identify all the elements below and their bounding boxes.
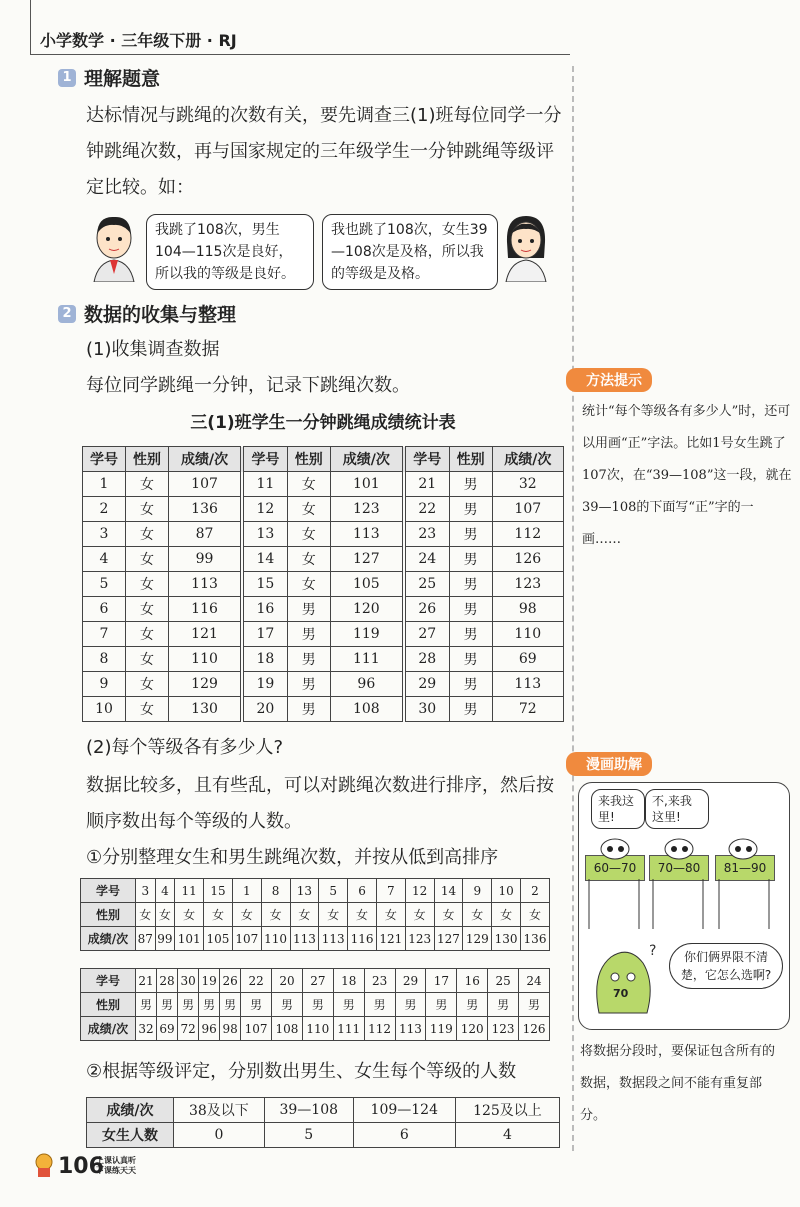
- table-cell: 126: [492, 547, 563, 572]
- table-cell: 14: [434, 879, 463, 903]
- table-cell: 21: [404, 472, 449, 497]
- table-cell: 女: [287, 572, 330, 597]
- table-row: [81, 903, 550, 927]
- table-cell: 女: [521, 903, 550, 927]
- table-cell: 105: [330, 572, 404, 597]
- table-cell: 19: [242, 672, 287, 697]
- table-row: [81, 927, 550, 951]
- table-cell: 女: [405, 903, 434, 927]
- table-cell: 女: [287, 472, 330, 497]
- table-cell: 8: [261, 879, 290, 903]
- table-cell: 6: [348, 879, 377, 903]
- sub-step-2: ②根据等级评定，分别数出男生、女生每个等级的人数: [86, 1061, 517, 1082]
- table-cell: 女: [287, 497, 330, 522]
- sub-step-1: ①分别整理女生和男生跳绳次数，并按从低到高排序: [86, 847, 499, 868]
- table-cell: 99: [155, 927, 175, 951]
- table-cell: 男: [519, 993, 550, 1017]
- table-cell: 6: [83, 597, 126, 622]
- step-1-text: 每位同学跳绳一分钟，记录下跳绳次数。: [86, 375, 410, 396]
- table-cell: 男: [333, 993, 364, 1017]
- table-cell: 男: [449, 547, 492, 572]
- column-divider: [572, 66, 574, 1151]
- table-cell: 112: [492, 522, 563, 547]
- table-cell: 119: [426, 1017, 457, 1041]
- table-cell: 男: [287, 597, 330, 622]
- table-cell: 男: [457, 993, 488, 1017]
- table-cell: 123: [492, 572, 563, 597]
- table-row: [83, 597, 564, 622]
- score-table: [82, 446, 564, 722]
- table-cell: 30: [178, 969, 199, 993]
- row-label: 性别: [81, 903, 136, 927]
- footer-slogan-line-1: 上课认真听: [96, 1156, 136, 1165]
- table-cell: 113: [169, 572, 243, 597]
- section-1-paragraph: 达标情况与跳绳的次数有关，要先调查三(1)班每位同学一分钟跳绳次数，再与国家规定的三年级学生一分钟跳绳等级评定比较。如：: [86, 105, 562, 198]
- table-cell: 女: [232, 903, 261, 927]
- table-cell: 男: [136, 993, 157, 1017]
- row-label: 成绩/次: [81, 1017, 136, 1041]
- step-2-text: 数据比较多，且有些乱，可以对跳绳次数进行排序，然后按顺序数出每个等级的人数。: [86, 775, 554, 832]
- table-cell: 101: [330, 472, 404, 497]
- table-cell: 女: [126, 572, 169, 597]
- table-cell: 28: [157, 969, 178, 993]
- table-cell: 男: [449, 647, 492, 672]
- table-cell: 136: [521, 927, 550, 951]
- table-cell: 10: [492, 879, 521, 903]
- table-cell: 男: [287, 672, 330, 697]
- table-cell: 女: [287, 522, 330, 547]
- table-cell: 男: [449, 572, 492, 597]
- score-table-header-cell: 学号: [83, 447, 126, 472]
- boys-sorted-table: [80, 968, 550, 1041]
- table-cell: 116: [348, 927, 377, 951]
- table-row: [83, 697, 564, 722]
- table-cell: 男: [302, 993, 333, 1017]
- ball-label: 70: [613, 987, 629, 1000]
- grade-count: 4: [455, 1123, 559, 1148]
- table-row: [83, 522, 564, 547]
- table-cell: 女: [136, 903, 156, 927]
- table-cell: 127: [434, 927, 463, 951]
- range-sign: 70—80: [649, 855, 709, 881]
- table-cell: 4: [155, 879, 175, 903]
- table-cell: 女: [126, 472, 169, 497]
- grade-count-table: [86, 1097, 560, 1148]
- table-cell: 1: [232, 879, 261, 903]
- score-table-header-cell: 成绩/次: [169, 447, 243, 472]
- page-number: 106: [58, 1154, 104, 1179]
- row-label: 性别: [81, 993, 136, 1017]
- svg-text:?: ?: [649, 943, 657, 959]
- table-cell: 男: [449, 472, 492, 497]
- table-cell: 25: [488, 969, 519, 993]
- table-cell: 女: [434, 903, 463, 927]
- grade-range: 125及以上: [455, 1098, 559, 1123]
- comic-bubble-2: 不,来我这里!: [645, 789, 709, 829]
- table-cell: 女: [319, 903, 348, 927]
- table-cell: 15: [242, 572, 287, 597]
- table-cell: 113: [330, 522, 404, 547]
- table-cell: 32: [492, 472, 563, 497]
- table-cell: 87: [169, 522, 243, 547]
- table-cell: 98: [492, 597, 563, 622]
- table-cell: 男: [287, 622, 330, 647]
- table-cell: 男: [395, 993, 426, 1017]
- table-cell: 21: [136, 969, 157, 993]
- table-cell: 12: [405, 879, 434, 903]
- score-table-header-cell: 性别: [126, 447, 169, 472]
- table-cell: 18: [333, 969, 364, 993]
- table-cell: 126: [519, 1017, 550, 1041]
- table-row: [83, 572, 564, 597]
- table-cell: 20: [242, 697, 287, 722]
- table-cell: 110: [302, 1017, 333, 1041]
- table-cell: 女: [376, 903, 405, 927]
- table-row: [83, 547, 564, 572]
- table-cell: 107: [492, 497, 563, 522]
- table-cell: 13: [242, 522, 287, 547]
- table-cell: 29: [395, 969, 426, 993]
- score-table-header-cell: 学号: [404, 447, 449, 472]
- table-cell: 121: [376, 927, 405, 951]
- table-cell: 105: [204, 927, 233, 951]
- table-cell: 107: [169, 472, 243, 497]
- boy-speech-bubble: 我跳了108次，男生104—115次是良好，所以我的等级是良好。: [146, 214, 314, 290]
- table-cell: 23: [404, 522, 449, 547]
- girls-sorted-table: [80, 878, 550, 951]
- step-1-heading: (1)收集调查数据: [86, 339, 220, 360]
- table-cell: 5: [319, 879, 348, 903]
- grade-range: 39—108: [264, 1098, 353, 1123]
- table-cell: 3: [83, 522, 126, 547]
- table-cell: 130: [169, 697, 243, 722]
- table-cell: 男: [178, 993, 199, 1017]
- table-cell: 18: [242, 647, 287, 672]
- table-cell: 9: [83, 672, 126, 697]
- row-label: 学号: [81, 969, 136, 993]
- table-cell: 7: [376, 879, 405, 903]
- table-cell: 123: [405, 927, 434, 951]
- table-cell: 8: [83, 647, 126, 672]
- table-cell: 29: [404, 672, 449, 697]
- score-table-header-cell: 性别: [287, 447, 330, 472]
- table-row: [81, 993, 550, 1017]
- step-2-heading: (2)每个等级各有多少人?: [86, 737, 284, 758]
- table-cell: 女: [348, 903, 377, 927]
- table-cell: 136: [169, 497, 243, 522]
- table-cell: 129: [463, 927, 492, 951]
- score-table-header-cell: 成绩/次: [492, 447, 563, 472]
- row-label: 学号: [81, 879, 136, 903]
- table-cell: 25: [404, 572, 449, 597]
- table-row: [83, 622, 564, 647]
- table-cell: 12: [242, 497, 287, 522]
- table-cell: 男: [449, 522, 492, 547]
- table-cell: 男: [157, 993, 178, 1017]
- table-cell: 女: [492, 903, 521, 927]
- table-cell: 5: [83, 572, 126, 597]
- table-cell: 11: [175, 879, 204, 903]
- table-cell: 26: [404, 597, 449, 622]
- table-cell: 女: [126, 597, 169, 622]
- comic-label: 漫画助解: [566, 752, 652, 776]
- table-cell: 99: [169, 547, 243, 572]
- table-cell: 女: [126, 672, 169, 697]
- table-row: [81, 879, 550, 903]
- table-cell: 27: [302, 969, 333, 993]
- table-cell: 女: [463, 903, 492, 927]
- table-cell: 113: [492, 672, 563, 697]
- section-1-heading: [58, 64, 160, 91]
- table-cell: 男: [241, 993, 272, 1017]
- table-cell: 男: [488, 993, 519, 1017]
- table-cell: 72: [178, 1017, 199, 1041]
- table-cell: 123: [488, 1017, 519, 1041]
- table-cell: 96: [330, 672, 404, 697]
- table-cell: 男: [272, 993, 303, 1017]
- table-cell: 127: [330, 547, 404, 572]
- table-cell: 女: [126, 497, 169, 522]
- table-cell: 107: [232, 927, 261, 951]
- table-cell: 98: [220, 1017, 241, 1041]
- table-cell: 113: [290, 927, 319, 951]
- range-sign: 81—90: [715, 855, 775, 881]
- section-2-badge: 2: [58, 305, 76, 323]
- table-cell: 101: [175, 927, 204, 951]
- table-cell: 女: [126, 547, 169, 572]
- corner-line: [30, 0, 31, 55]
- score-table-header-cell: 学号: [242, 447, 287, 472]
- table-cell: 19: [199, 969, 220, 993]
- table-cell: 107: [241, 1017, 272, 1041]
- table-row: [81, 969, 550, 993]
- table-cell: 110: [261, 927, 290, 951]
- grade-col-label: 成绩/次: [87, 1098, 174, 1123]
- comic-bubble-1: 来我这里!: [591, 789, 645, 829]
- score-table-header: [83, 447, 564, 472]
- table-cell: 男: [449, 622, 492, 647]
- table-row: [83, 472, 564, 497]
- table-cell: 110: [169, 647, 243, 672]
- running-header: 小学数学 · 三年级下册 · RJ: [40, 31, 237, 50]
- table-cell: 男: [199, 993, 220, 1017]
- table-cell: 108: [272, 1017, 303, 1041]
- table-cell: 96: [199, 1017, 220, 1041]
- table-cell: 112: [364, 1017, 395, 1041]
- table-cell: 110: [492, 622, 563, 647]
- section-1-badge: 1: [58, 69, 76, 87]
- table-cell: 69: [492, 647, 563, 672]
- table-cell: 3: [136, 879, 156, 903]
- table-cell: 111: [333, 1017, 364, 1041]
- range-sign: 60—70: [585, 855, 645, 881]
- table-cell: 16: [242, 597, 287, 622]
- boy-illustration: [88, 212, 140, 282]
- table-cell: 16: [457, 969, 488, 993]
- table-row: [83, 647, 564, 672]
- girl-speech-bubble: 我也跳了108次，女生39—108次是及格，所以我的等级是及格。: [322, 214, 498, 290]
- table-cell: 14: [242, 547, 287, 572]
- table-cell: 男: [426, 993, 457, 1017]
- table-cell: 13: [290, 879, 319, 903]
- table-cell: 4: [83, 547, 126, 572]
- footer-slogan-line-2: 下课练天天: [96, 1166, 136, 1175]
- table-cell: 22: [241, 969, 272, 993]
- table-cell: 119: [330, 622, 404, 647]
- girl-illustration: [500, 212, 552, 282]
- section-1-title: 理解题意: [84, 68, 161, 90]
- table-cell: 87: [136, 927, 156, 951]
- table-cell: 女: [126, 697, 169, 722]
- confused-ball-drawing: [589, 943, 659, 1023]
- table-cell: 123: [330, 497, 404, 522]
- table-title: 三(1)班学生一分钟跳绳成绩统计表: [190, 413, 456, 433]
- table-cell: 116: [169, 597, 243, 622]
- footer-mascot-icon: [32, 1152, 56, 1178]
- table-cell: 28: [404, 647, 449, 672]
- table-cell: 121: [169, 622, 243, 647]
- table-cell: 11: [242, 472, 287, 497]
- table-cell: 27: [404, 622, 449, 647]
- table-cell: 10: [83, 697, 126, 722]
- table-cell: 女: [175, 903, 204, 927]
- table-cell: 72: [492, 697, 563, 722]
- table-cell: 男: [364, 993, 395, 1017]
- table-cell: 1: [83, 472, 126, 497]
- table-cell: 17: [242, 622, 287, 647]
- grade-count: 6: [353, 1123, 455, 1148]
- table-cell: 7: [83, 622, 126, 647]
- table-row: [83, 672, 564, 697]
- table-cell: 女: [261, 903, 290, 927]
- table-cell: 女: [204, 903, 233, 927]
- sign-posts-drawing: [579, 829, 789, 929]
- section-2-title: 数据的收集与整理: [84, 304, 237, 326]
- header-rule: [30, 54, 570, 55]
- table-cell: 女: [287, 547, 330, 572]
- score-table-body: [83, 472, 564, 722]
- table-cell: 男: [449, 672, 492, 697]
- table-cell: 女: [126, 622, 169, 647]
- grade-range: 109—124: [353, 1098, 455, 1123]
- table-row: [81, 1017, 550, 1041]
- grade-count: 0: [174, 1123, 265, 1148]
- grade-row-label: 女生人数: [87, 1123, 174, 1148]
- table-cell: 男: [449, 697, 492, 722]
- table-cell: 男: [449, 597, 492, 622]
- table-cell: 女: [126, 522, 169, 547]
- table-cell: 女: [126, 647, 169, 672]
- table-cell: 113: [319, 927, 348, 951]
- table-cell: 17: [426, 969, 457, 993]
- score-table-header-cell: 成绩/次: [330, 447, 404, 472]
- row-label: 成绩/次: [81, 927, 136, 951]
- table-cell: 32: [136, 1017, 157, 1041]
- grade-range: 38及以下: [174, 1098, 265, 1123]
- table-cell: 23: [364, 969, 395, 993]
- table-cell: 120: [457, 1017, 488, 1041]
- table-cell: 130: [492, 927, 521, 951]
- table-cell: 26: [220, 969, 241, 993]
- table-cell: 2: [83, 497, 126, 522]
- table-cell: 129: [169, 672, 243, 697]
- table-cell: 2: [521, 879, 550, 903]
- table-cell: 113: [395, 1017, 426, 1041]
- table-cell: 男: [220, 993, 241, 1017]
- table-cell: 30: [404, 697, 449, 722]
- method-tip-text: 统计“每个等级各有多少人”时，还可以用画“正”字法。比如1号女生跳了107次，在“39—108”这一段，就在39—108的下面写“正”字的一画……: [582, 404, 792, 547]
- table-cell: 9: [463, 879, 492, 903]
- table-cell: 女: [290, 903, 319, 927]
- footer-slogan: [96, 1156, 136, 1176]
- grade-count: 5: [264, 1123, 353, 1148]
- method-tip-label: 方法提示: [566, 368, 652, 392]
- comic-note: 将数据分段时，要保证包含所有的数据，数据段之间不能有重复部分。: [580, 1044, 776, 1123]
- comic-bubble-3: 你们俩界限不清楚，它怎么选啊?: [669, 943, 783, 989]
- table-row: [83, 497, 564, 522]
- table-cell: 111: [330, 647, 404, 672]
- table-cell: 男: [287, 647, 330, 672]
- table-cell: 15: [204, 879, 233, 903]
- score-table-header-cell: 性别: [449, 447, 492, 472]
- table-cell: 女: [155, 903, 175, 927]
- table-cell: 108: [330, 697, 404, 722]
- comic-panel: [578, 782, 790, 1030]
- table-cell: 120: [330, 597, 404, 622]
- table-cell: 20: [272, 969, 303, 993]
- table-cell: 24: [404, 547, 449, 572]
- section-2-heading: [58, 300, 236, 327]
- table-cell: 24: [519, 969, 550, 993]
- table-cell: 69: [157, 1017, 178, 1041]
- table-cell: 男: [449, 497, 492, 522]
- table-cell: 22: [404, 497, 449, 522]
- table-cell: 男: [287, 697, 330, 722]
